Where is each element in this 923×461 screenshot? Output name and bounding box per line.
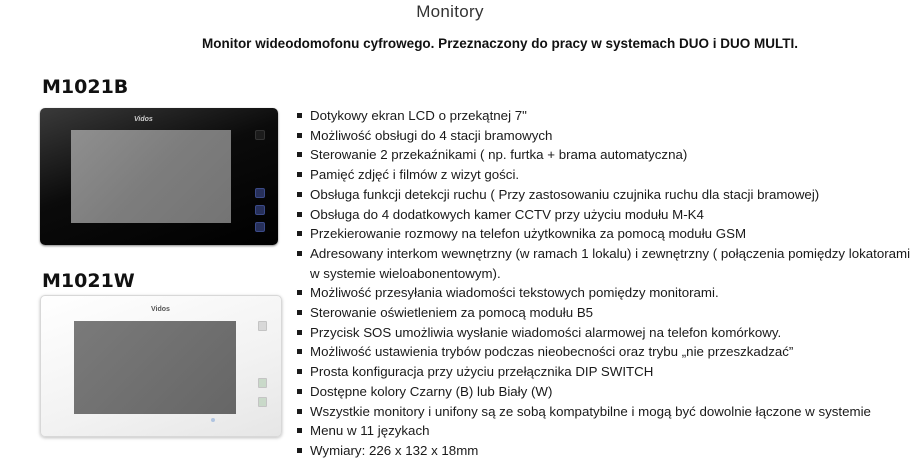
- feature-item: Pamięć zdjęć i filmów z wizyt gości.: [296, 165, 921, 185]
- feature-item: Dostępne kolory Czarny (B) lub Biały (W): [296, 382, 921, 402]
- bullet-icon: [297, 448, 302, 453]
- bullet-icon: [297, 192, 302, 197]
- bullet-icon: [297, 113, 302, 118]
- bullet-icon: [297, 251, 302, 256]
- monitor-sensor-icon: [255, 130, 265, 140]
- bullet-icon: [297, 389, 302, 394]
- bullet-icon: [297, 330, 302, 335]
- feature-item: Obsługa funkcji detekcji ruchu ( Przy zastosowaniu czujnika ruchu dla stacji bramowej): [296, 185, 921, 205]
- monitor-sensor-icon: [258, 321, 267, 331]
- feature-item: Wszystkie monitory i unifony są ze sobą kompatybilne i mogą być dowolnie łączone w systemie: [296, 402, 921, 422]
- bullet-icon: [297, 428, 302, 433]
- feature-item: Obsługa do 4 dodatkowych kamer CCTV przy użyciu modułu M-K4: [296, 205, 921, 225]
- bullet-icon: [297, 409, 302, 414]
- feature-list: [296, 106, 921, 461]
- feature-item: Przekierowanie rozmowy na telefon użytkownika za pomocą modułu GSM: [296, 224, 921, 244]
- feature-item: Menu w 11 językach: [296, 421, 921, 441]
- feature-item: Sterowanie oświetleniem za pomocą modułu B5: [296, 303, 921, 323]
- monitor-led-icon: [211, 418, 215, 422]
- feature-item: Możliwość przesyłania wiadomości tekstowych pomiędzy monitorami.: [296, 283, 921, 303]
- monitor-brand-logo: Vidos: [134, 116, 153, 123]
- feature-item: Adresowany interkom wewnętrzny (w ramach 1 lokalu) i zewnętrzny ( połączenia pomiędzy lokatorami w systemie wieloabonentowym).: [296, 244, 921, 283]
- feature-item: Przycisk SOS umożliwia wysłanie wiadomości alarmowej na telefon komórkowy.: [296, 323, 921, 343]
- bullet-icon: [297, 212, 302, 217]
- feature-item: Sterowanie 2 przekaźnikami ( np. furtka + brama automatyczna): [296, 145, 921, 165]
- page-subtitle: Monitor wideodomofonu cyfrowego. Przeznaczony do pracy w systemach DUO i DUO MULTI.: [201, 36, 799, 51]
- bullet-icon: [297, 152, 302, 157]
- bullet-icon: [297, 231, 302, 236]
- model-label-m1021b: M1021B: [42, 76, 129, 98]
- bullet-icon: [297, 310, 302, 315]
- monitor-screen: [74, 321, 236, 414]
- feature-item: Możliwość ustawienia trybów podczas nieobecności oraz trybu „nie przeszkadzać”: [296, 342, 921, 362]
- bullet-icon: [297, 290, 302, 295]
- monitor-button-icon: [255, 222, 265, 232]
- monitor-button-icon: [258, 378, 267, 388]
- monitor-image-black: [40, 108, 278, 245]
- monitor-button-icon: [255, 188, 265, 198]
- monitor-image-white: [40, 295, 282, 437]
- model-label-m1021w: M1021W: [42, 270, 135, 292]
- feature-item: Wymiary: 226 x 132 x 18mm: [296, 441, 921, 461]
- bullet-icon: [297, 172, 302, 177]
- page-title: Monitory: [416, 2, 484, 21]
- bullet-icon: [297, 349, 302, 354]
- bullet-icon: [297, 369, 302, 374]
- monitor-brand-logo: Vidos: [151, 306, 170, 313]
- feature-item: Możliwość obsługi do 4 stacji bramowych: [296, 126, 921, 146]
- monitor-button-icon: [255, 205, 265, 215]
- monitor-button-icon: [258, 397, 267, 407]
- monitor-screen: [71, 130, 231, 223]
- bullet-icon: [297, 133, 302, 138]
- feature-item: Prosta konfiguracja przy użyciu przełącznika DIP SWITCH: [296, 362, 921, 382]
- feature-item: Dotykowy ekran LCD o przekątnej 7": [296, 106, 921, 126]
